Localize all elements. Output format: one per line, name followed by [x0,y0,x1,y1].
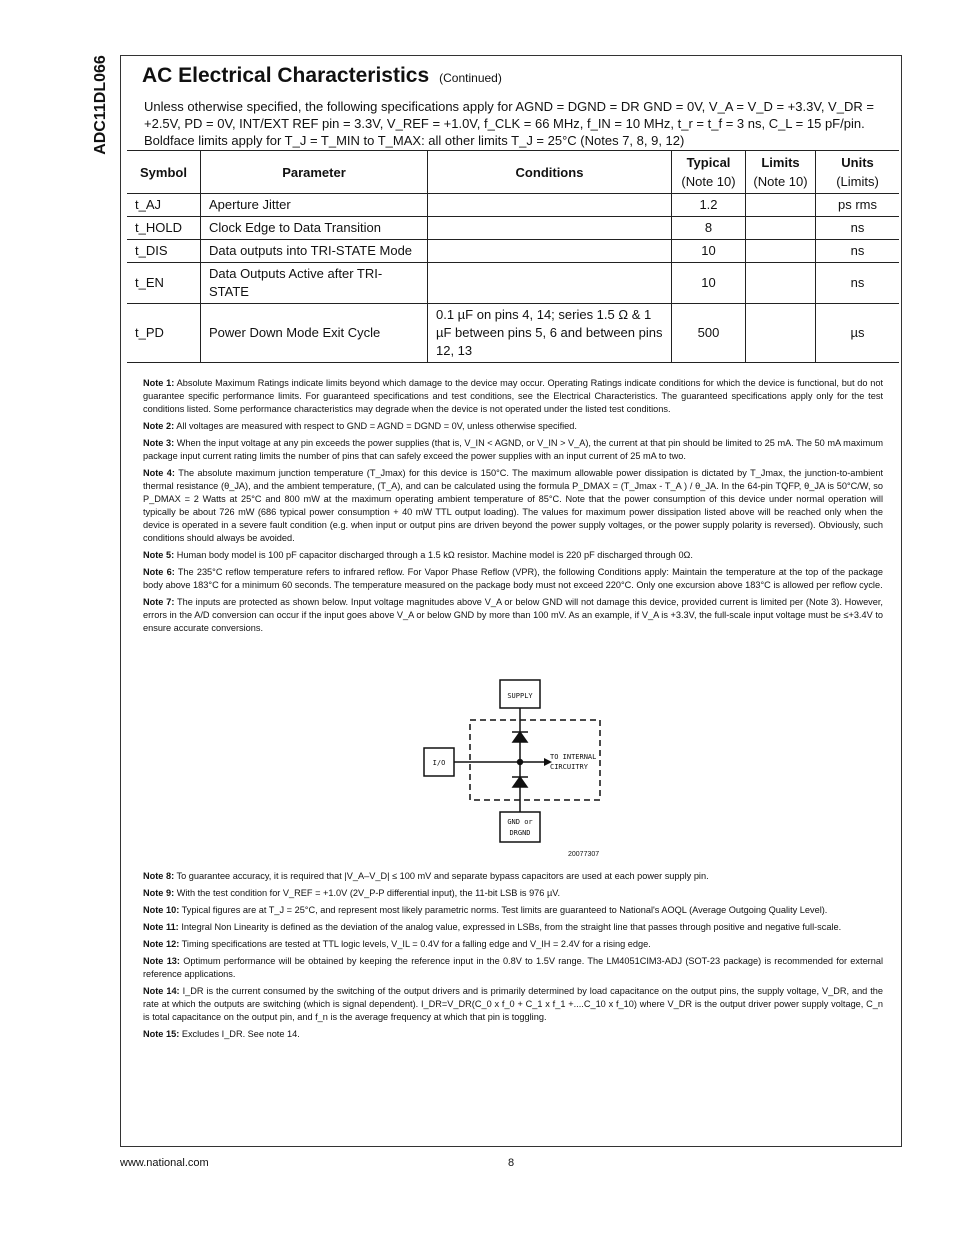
units-cell: ns [816,217,900,240]
table-header-row [127,151,899,194]
header-typical: Typical (Note 10) [672,151,746,194]
symbol-cell: t_HOLD [127,217,201,240]
note-1: Note 1: Absolute Maximum Ratings indicate limits beyond which damage to the device may occur. Operating Ratings indicate conditions for which the device is functional, but do not guarantee specific performance limits. For guaranteed specifications and test conditions, see the Electrical Characteristics. The guaranteed specifications apply only for the test conditions listed. Some performance characteristics may degrade when the device is not operated under the listed test conditions. [143,378,884,414]
note-7: Note 7: The inputs are protected as shown below. Input voltage magnitudes above V_A or below GND will not damage this device, provided current is limited per (Note 3). However, errors in the A/D conversion can occur if the input goes above V_A or below GND by more than 100 mV. As an example, if V_A is +3.3V, the full-scale input voltage must be ≤+3.4V to ensure accurate conversions. [143,597,883,633]
note-14: Note 14: I_DR is the current consumed by the switching of the output drivers and is primarily determined by load capacitance on the output pins, the supply voltage, V_DR, and the rate at which the outputs are switching (which is signal dependent). I_DR=V_DR(C_0 x f_0 + C_1 x f_1 +....C_10 x f_10) where V_DR is the output driver power supply voltage, C_n is total capacitance on the output pin, and f_n is the average frequency at which that pin is toggling. [143,986,883,1022]
units-cell: ps rms [816,194,900,217]
continued-label: (Continued) [439,71,502,85]
limits-cell [746,194,816,217]
notes-section-2 [143,870,883,1045]
supply-label: SUPPLY [507,692,533,700]
note-12: Note 12: Timing specifications are tested at TTL logic levels, V_IL = 0.4V for a falling edge and V_IH = 2.4V for a rising edge. [143,939,651,949]
header-conditions: Conditions [428,151,672,194]
page-number: 8 [508,1157,515,1169]
ac-characteristics-table [127,150,899,363]
header-limits: Limits (Note 10) [746,151,816,194]
notes-section-1 [143,377,883,639]
typical-cell: 500 [672,304,746,363]
note-2: Note 2: All voltages are measured with respect to GND = AGND = DGND = 0V, unless otherwise specified. [143,421,577,431]
table-row [127,217,899,240]
conditions-cell [428,194,672,217]
parameter-cell: Aperture Jitter [201,194,428,217]
table-row [127,304,899,363]
units-cell: µs [816,304,900,363]
gnd-box [500,812,540,842]
units-cell: ns [816,240,900,263]
junction-dot [518,760,523,765]
limits-cell [746,304,816,363]
limits-cell [746,217,816,240]
parameter-cell: Data Outputs Active after TRI-STATE [201,263,428,304]
note-15: Note 15: Excludes I_DR. See note 14. [143,1029,300,1039]
input-protection-diagram [420,678,610,864]
parameter-cell: Data outputs into TRI-STATE Mode [201,240,428,263]
table-row [127,194,899,217]
typical-cell: 10 [672,240,746,263]
units-cell: ns [816,263,900,304]
lower-diode-icon [513,777,527,787]
limits-cell [746,240,816,263]
internal-label-1: TO INTERNAL [550,753,597,761]
symbol-cell: t_EN [127,263,201,304]
conditions-cell: 0.1 µF on pins 4, 14; series 1.5 Ω & 1 µF between pins 5, 6 and between pins 12, 13 [428,304,672,363]
limits-cell [746,263,816,304]
gnd-label-2: DRGND [509,829,531,837]
symbol-cell: t_AJ [127,194,201,217]
intro-conditions: Unless otherwise specified, the following specifications apply for AGND = DGND = DR GND = 0V, V_A = V_D = +3.3V, V_DR = +2.5V, PD = 0V, INT/EXT REF pin = 3.3V, V_REF = +1.0V, f_CLK = 66 MHz, f_IN = 10 MHz, t_r = t_f = 3 ns, C_L = 15 pF/pin. Boldface limits apply for T_J = T_MIN to T_MAX: all other limits T_J = 25°C (Notes 7, 8, 9, 12) [144,99,874,148]
parameter-cell: Power Down Mode Exit Cycle [201,304,428,363]
note-10: Note 10: Typical figures are at T_J = 25°C, and represent most likely parametric norms. Test limits are guaranteed to National's AOQL (Average Outgoing Quality Level). [143,905,828,915]
gnd-label-1: GND or [507,818,533,826]
header-parameter: Parameter [201,151,428,194]
part-number-side-label: ADC11DL066 [92,54,109,155]
note-6: Note 6: The 235°C reflow temperature refers to infrared reflow. For Vapor Phase Reflow (VPR), the following Conditions apply: Maintain the temperature at the top of the package body above 183°C for a minimum 60 seconds. The temperature measured on the package body must not exceed 220°C. Only one excursion above 183°C is allowed per reflow cycle. [143,567,884,590]
io-label: I/O [432,759,446,767]
note-5: Note 5: Human body model is 100 pF capacitor discharged through a 1.5 kΩ resistor. Machine model is 220 pF discharged through 0Ω. [143,550,693,560]
conditions-cell [428,217,672,240]
note-13: Note 13: Optimum performance will be obtained by keeping the reference input in the 0.8V to 1.5V range. The LM4051CIM3-ADJ (SOT-23 package) is recommended for external reference applications. [143,956,883,979]
note-9: Note 9: With the test condition for V_REF = +1.0V (2V_P-P differential input), the 11-bit LSB is 976 µV. [143,888,561,898]
header-units: Units (Limits) [816,151,900,194]
parameter-cell: Clock Edge to Data Transition [201,217,428,240]
note-11: Note 11: Integral Non Linearity is defined as the deviation of the analog value, expressed in LSBs, from the straight line that passes through positive and negative full-scale. [143,922,842,932]
typical-cell: 1.2 [672,194,746,217]
section-title: AC Electrical Characteristics (Continued) [142,64,502,87]
internal-label-2: CIRCUITRY [550,763,588,771]
conditions-cell [428,263,672,304]
symbol-cell: t_DIS [127,240,201,263]
typical-cell: 10 [672,263,746,304]
figure-id: 20077307 [568,851,600,858]
typical-cell: 8 [672,217,746,240]
note-3: Note 3: When the input voltage at any pin exceeds the power supplies (that is, V_IN < AGND, or V_IN > V_A), the current at that pin should be limited to 25 mA. The 50 mA maximum package input current rating limits the number of pins that can safely exceed the power supplies with an input current of 25 mA to two. [143,438,883,461]
footer-website[interactable]: www.national.com [120,1157,209,1169]
table-row [127,240,899,263]
symbol-cell: t_PD [127,304,201,363]
upper-diode-icon [513,732,527,742]
header-symbol: Symbol [127,151,201,194]
note-4: Note 4: The absolute maximum junction temperature (T_Jmax) for this device is 150°C. The maximum allowable power dissipation is dictated by T_Jmax, the junction-to-ambient thermal resistance (θ_JA), and the ambient temperature, (T_A), and can be calculated using the formula P_DMAX = (T_Jmax - T_A ) / θ_JA. In the 64-pin TQFP, θ_JA is 50°C/W, so P_DMAX = 2 Watts at 25°C and 800 mW at the maximum operating ambient temperature of 85°C. Note that the power consumption of this device under normal operation will typically be about 726 mW (686 typical power consumption + 40 mW TTL output loading). The values for maximum power dissipation listed above will be reached only when the device is operated in a severe fault condition (e.g. when input or output pins are driven beyond the power supply voltages, or the power supply polarity is reversed). Obviously, such conditions should always be avoided. [143,468,883,543]
table-row [127,263,899,304]
conditions-cell [428,240,672,263]
note-8: Note 8: To guarantee accuracy, it is required that |V_A–V_D| ≤ 100 mV and separate bypass capacitors are used at each power supply pin. [143,871,709,881]
